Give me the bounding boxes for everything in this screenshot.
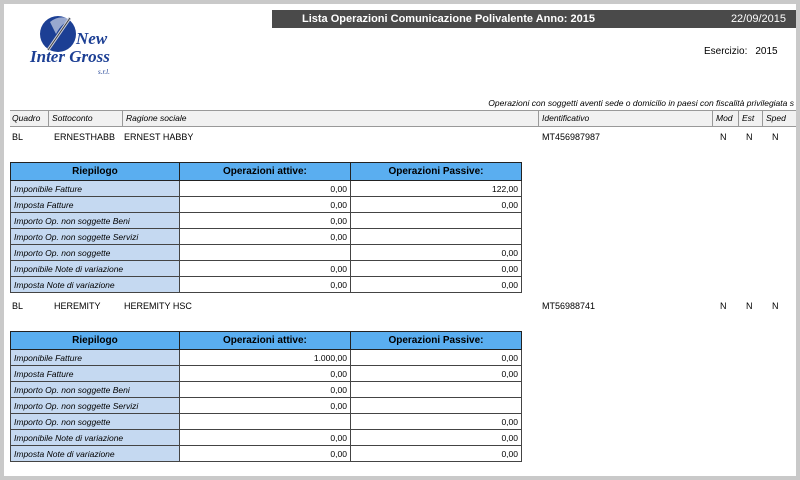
- riepilogo-header: Riepilogo: [11, 332, 180, 350]
- record-identificativo: MT56988741: [542, 301, 596, 311]
- record-row: [10, 131, 796, 145]
- passive-value: [350, 229, 521, 245]
- esercizio-value: 2015: [755, 46, 778, 57]
- report-page: [4, 4, 796, 476]
- col-ragione-sociale: Ragione sociale: [126, 113, 187, 123]
- passive-value: 0,00: [350, 446, 521, 462]
- record-quadro: BL: [12, 132, 24, 142]
- riepilogo-label: Importo Op. non soggette Beni: [11, 382, 180, 398]
- attive-value: 0,00: [179, 261, 350, 277]
- esercizio: [704, 46, 778, 57]
- table-row: [11, 197, 522, 213]
- passive-value: 0,00: [350, 277, 521, 293]
- esercizio-label: Esercizio:: [704, 46, 748, 57]
- table-row: [11, 245, 522, 261]
- passive-value: [350, 213, 521, 229]
- riepilogo-label: Importo Op. non soggette: [11, 414, 180, 430]
- table-row: [11, 430, 522, 446]
- record-ragione-sociale: HEREMITY HSC: [124, 301, 192, 311]
- column-header: [10, 110, 796, 127]
- operations-note: Operazioni con soggetti aventi sede o domicilio in paesi con fiscalità privilegiata s: [488, 98, 794, 108]
- record-est: N: [746, 132, 753, 142]
- passive-value: [350, 382, 521, 398]
- table-row: [11, 181, 522, 197]
- riepilogo-label: Imposta Note di variazione: [11, 446, 180, 462]
- table-row: [11, 382, 522, 398]
- riepilogo-label: Imposta Fatture: [11, 366, 180, 382]
- riepilogo-label: Imponibile Fatture: [11, 181, 180, 197]
- passive-value: 122,00: [350, 181, 521, 197]
- passive-value: 0,00: [350, 414, 521, 430]
- table-row: [11, 277, 522, 293]
- riepilogo-label: Importo Op. non soggette Servizi: [11, 229, 180, 245]
- attive-header: Operazioni attive:: [179, 332, 350, 350]
- logo-text-srl: s.r.l.: [98, 68, 110, 76]
- attive-value: 0,00: [179, 277, 350, 293]
- riepilogo-label: Imposta Fatture: [11, 197, 180, 213]
- col-mod: Mod: [716, 113, 733, 123]
- table-row: [11, 398, 522, 414]
- attive-value: 0,00: [179, 398, 350, 414]
- attive-value: 0,00: [179, 382, 350, 398]
- attive-value: 1.000,00: [179, 350, 350, 366]
- col-quadro: Quadro: [12, 113, 41, 123]
- record-identificativo: MT456987987: [542, 132, 601, 142]
- report-title-bar: [272, 10, 796, 28]
- table-row: [11, 446, 522, 462]
- attive-value: 0,00: [179, 197, 350, 213]
- logo-text-intergross: Inter Gross: [30, 47, 110, 66]
- attive-value: 0,00: [179, 229, 350, 245]
- riepilogo-label: Imponibile Note di variazione: [11, 261, 180, 277]
- record-est: N: [746, 301, 753, 311]
- passive-value: 0,00: [350, 350, 521, 366]
- attive-header: Operazioni attive:: [179, 163, 350, 181]
- attive-value: 0,00: [179, 446, 350, 462]
- passive-value: [350, 398, 521, 414]
- passive-value: 0,00: [350, 261, 521, 277]
- record-sottoconto: HEREMITY: [54, 301, 101, 311]
- riepilogo-label: Importo Op. non soggette: [11, 245, 180, 261]
- record-quadro: BL: [12, 301, 24, 311]
- table-row: [11, 414, 522, 430]
- record-sped: N: [772, 301, 779, 311]
- report-title: Lista Operazioni Comunicazione Polivalente Anno: 2015: [302, 13, 595, 25]
- riepilogo-header-row: [11, 163, 522, 181]
- attive-value: 0,00: [179, 181, 350, 197]
- attive-value: 0,00: [179, 430, 350, 446]
- riepilogo-header: Riepilogo: [11, 163, 180, 181]
- passive-header: Operazioni Passive:: [350, 332, 521, 350]
- passive-header: Operazioni Passive:: [350, 163, 521, 181]
- col-sottoconto: Sottoconto: [52, 113, 93, 123]
- riepilogo-label: Imponibile Note di variazione: [11, 430, 180, 446]
- table-row: [11, 366, 522, 382]
- table-row: [11, 213, 522, 229]
- attive-value: 0,00: [179, 213, 350, 229]
- record-row: [10, 300, 796, 314]
- riepilogo-table: [10, 162, 522, 293]
- riepilogo-label: Importo Op. non soggette Beni: [11, 213, 180, 229]
- record-mod: N: [720, 132, 727, 142]
- record-ragione-sociale: ERNEST HABBY: [124, 132, 194, 142]
- passive-value: 0,00: [350, 197, 521, 213]
- col-identificativo: Identificativo: [542, 113, 590, 123]
- record-sottoconto: ERNESTHABB: [54, 132, 116, 142]
- riepilogo-table: [10, 331, 522, 462]
- logo-text-new: New: [76, 29, 108, 48]
- record-mod: N: [720, 301, 727, 311]
- riepilogo-header-row: [11, 332, 522, 350]
- record-sped: N: [772, 132, 779, 142]
- passive-value: 0,00: [350, 245, 521, 261]
- col-est: Est: [742, 113, 755, 123]
- col-sped: Sped: [766, 113, 786, 123]
- attive-value: [179, 245, 350, 261]
- passive-value: 0,00: [350, 366, 521, 382]
- attive-value: [179, 414, 350, 430]
- attive-value: 0,00: [179, 366, 350, 382]
- riepilogo-label: Imposta Note di variazione: [11, 277, 180, 293]
- riepilogo-label: Importo Op. non soggette Servizi: [11, 398, 180, 414]
- table-row: [11, 261, 522, 277]
- table-row: [11, 229, 522, 245]
- table-row: [11, 350, 522, 366]
- company-logo: [28, 12, 138, 82]
- riepilogo-label: Imponibile Fatture: [11, 350, 180, 366]
- report-date: 22/09/2015: [730, 13, 786, 25]
- passive-value: 0,00: [350, 430, 521, 446]
